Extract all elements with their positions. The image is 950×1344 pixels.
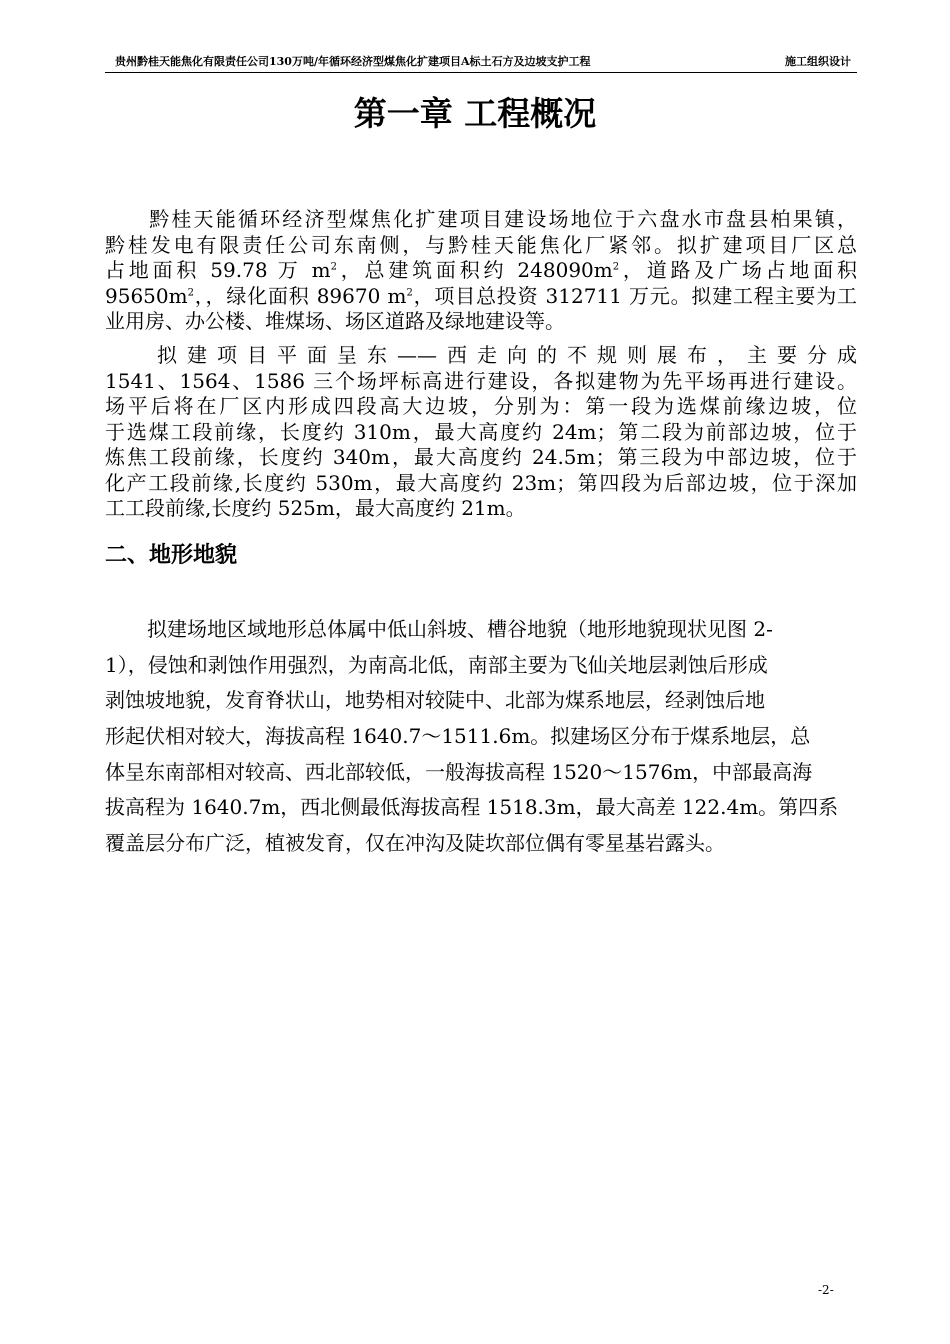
chapter-title: 第一章 工程概况 <box>353 94 597 133</box>
paragraph-line: 体呈东南部相对较高、西北部较低，一般海拔高程 1520～1576m，中部最高海 <box>105 759 813 784</box>
section-heading-terrain: 二、地形地貌 <box>105 543 238 568</box>
paragraph-line: 黔桂发电有限责任公司东南侧，与黔桂天能焦化厂紧邻。拟扩建项目厂区总 <box>105 232 857 257</box>
paragraph-line: 覆盖层分布广泛，植被发育，仅在冲沟及陡坎部位偶有零星基岩露头。 <box>105 831 725 856</box>
paragraph-line: 业用房、办公楼、堆煤场、场区道路及绿地建设等。 <box>105 309 565 333</box>
paragraph-text: ，，绿化面积 89670 m <box>193 283 407 308</box>
paragraph-text: 占地面积 59.78 万 m <box>105 258 331 282</box>
page-header <box>105 52 857 73</box>
paragraph-line: 炼焦工段前缘，长度约 340m，最大高度约 24.5m；第三段为中部边坡，位于 <box>105 445 857 469</box>
paragraph-line: 形起伏相对较大，海拔高程 1640.7～1511.6m。拟建场区分布于煤系地层，总 <box>105 724 811 749</box>
paragraph-line: 1541、1564、1586 三个场坪标高进行建设，各拟建物为先平场再进行建设。 <box>105 368 857 393</box>
paragraph-text: 黔桂天能循环经济型煤焦化扩建项目建设场地位于六盘水市盘县柏果镇， <box>147 207 857 231</box>
paragraph-terrain <box>105 612 857 862</box>
page-number: -2- <box>818 1283 834 1297</box>
paragraph-slope-description <box>105 343 857 522</box>
paragraph-text: ，道路及广场占地面积 <box>619 258 857 282</box>
paragraph-line <box>105 258 857 284</box>
paragraph-text: ，项目总投资 312711 万元。拟建工程主要为工 <box>412 283 857 308</box>
paragraph-text: 拟建项目平面呈东——西走向的不规则展布，主要分成 <box>147 343 857 367</box>
superscript: 2 <box>612 261 620 273</box>
paragraph-line: 1），侵蚀和剥蚀作用强烈，为南高北低，南部主要为飞仙关地层剥蚀后形成 <box>105 652 768 677</box>
header-document-type: 施工组织设计 <box>785 55 851 68</box>
paragraph-line <box>105 284 857 310</box>
paragraph-text: 拟建场地区域地形总体属中低山斜坡、槽谷地貌（地形地貌现状见图 2- <box>147 617 773 641</box>
paragraph-line: 于选煤工段前缘，长度约 310m，最大高度约 24m；第二段为前部边坡，位于 <box>105 419 857 444</box>
paragraph-line <box>105 612 857 648</box>
paragraph-line: 化产工段前缘,长度约 530m，最大高度约 23m；第四段为后部边坡，位于深加 <box>105 470 857 495</box>
superscript: 2 <box>406 286 413 298</box>
paragraph-text: 95650m <box>105 283 188 308</box>
superscript: 2 <box>330 261 337 273</box>
paragraph-line: 场平后将在厂区内形成四段高大边坡，分别为：第一段为选煤前缘边坡，位 <box>105 394 857 418</box>
paragraph-project-overview <box>105 207 857 335</box>
paragraph-line: 拔高程为 1640.7m，西北侧最低海拔高程 1518.3m，最大高差 122.4m。第四系 <box>105 795 839 820</box>
superscript: 2 <box>187 286 194 298</box>
paragraph-line: 工工段前缘,长度约 525m，最大高度约 21m。 <box>105 496 526 520</box>
paragraph-line <box>105 207 857 233</box>
paragraph-line <box>105 343 857 369</box>
paragraph-text: ，总建筑面积约 248090m <box>336 258 613 282</box>
header-project-title: 贵州黔桂天能焦化有限责任公司130万吨/年循环经济型煤焦化扩建项目A标土石方及边坡支护工程 <box>115 55 591 68</box>
paragraph-line: 剥蚀坡地貌，发育脊状山，地势相对较陡中、北部为煤系地层，经剥蚀后地 <box>105 688 765 713</box>
